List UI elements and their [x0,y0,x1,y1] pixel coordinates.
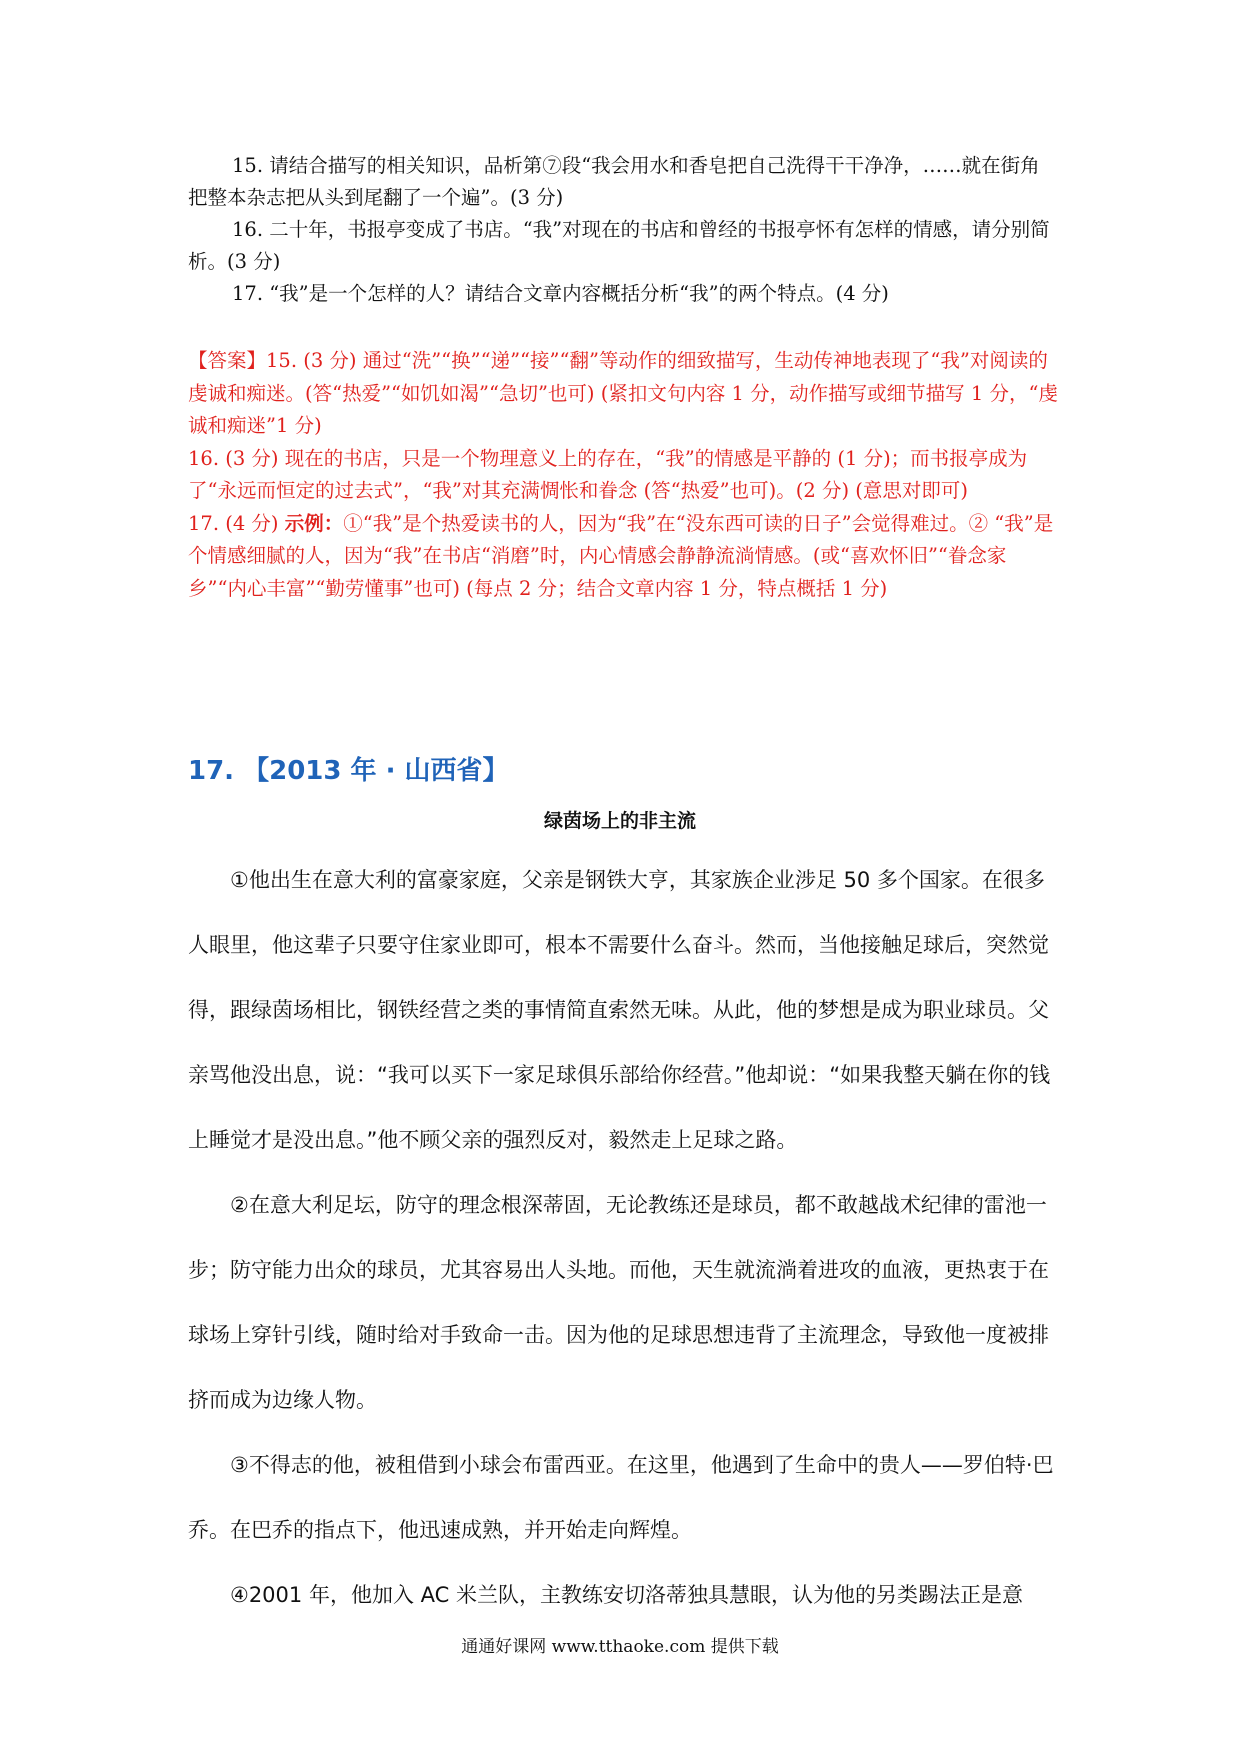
article-paragraph-1: ①他出生在意大利的富豪家庭，父亲是钢铁大亨，其家族企业涉足 50 多个国家。在很多人眼里，他这辈子只要守住家业即可，根本不需要什么奋斗。然而，当他接触足球后，突然觉得，跟绿茵场相比，钢铁经营之类的事情简直索然无味。从此，他的梦想是成为职业球员。父亲骂他没出息，说：“我可以买下一家足球俱乐部给你经营。”他却说：“如果我整天躺在你的钱上睡觉才是没出息。”他不顾父亲的强烈反对，毅然走上足球之路。 [188,868,1051,1152]
question-block [188,150,1054,310]
question-15: 15. 请结合描写的相关知识，品析第⑦段“我会用水和香皂把自己洗得干干净净，……就在街角把整本杂志把从头到尾翻了一个遍”。(3 分) [188,154,1040,209]
section-heading: 17. 【2013 年 · 山西省】 [188,756,509,786]
article-paragraph-2: ②在意大利足坛，防守的理念根深蒂固，无论教练还是球员，都不敢越战术纪律的雷池一步；防守能力出众的球员，尤其容易出人头地。而他，天生就流淌着进攻的血液，更热衷于在球场上穿针引线，随时给对手致命一击。因为他的足球思想违背了主流理念，导致他一度被排挤而成为边缘人物。 [188,1193,1049,1412]
question-16: 16. 二十年，书报亭变成了书店。“我”对现在的书店和曾经的书报亭怀有怎样的情感，请分别简析。(3 分) [188,218,1050,273]
article-paragraph-4: ④2001 年，他加入 AC 米兰队，主教练安切洛蒂独具慧眼，认为他的另类踢法正是意 [230,1583,1023,1607]
answer-17-prefix: 17. (4 分) [188,511,285,535]
article-title: 绿茵场上的非主流 [543,810,696,832]
answer-block [188,345,1058,605]
answer-16: 16. (3 分) 现在的书店，只是一个物理意义上的存在，“我”的情感是平静的 (1 分)；而书报亭成为了“永远而恒定的过去式”，“我”对其充满惆怅和眷念 (答“热爱”也可)。(2 分) (意思对即可) [188,446,1028,502]
article-paragraph-3: ③不得志的他，被租借到小球会布雷西亚。在这里，他遇到了生命中的贵人——罗伯特·巴乔。在巴乔的指点下，他迅速成熟，并开始走向辉煌。 [188,1453,1054,1542]
article-body [188,848,1054,1628]
page-footer: 通通好课网 www.tthaoke.com 提供下载 [461,1637,779,1657]
answer-17 [188,508,1058,606]
question-17: 17. “我”是一个怎样的人？请结合文章内容概括分析“我”的两个特点。(4 分) [232,282,889,305]
answer-17-body: ①“我”是个热爱读书的人，因为“我”在“没东西可读的日子”会觉得难过。② “我”是个情感细腻的人，因为“我”在书店“消磨”时，内心情感会静静流淌情感。(或“喜欢怀旧”“眷念家乡”“内心丰富”“勤劳懂事”也可) (每点 2 分；结合文章内容 1 分，特点概括 1 分) [188,511,1054,600]
answer-17-label: 示例： [284,511,344,535]
answer-15: 【答案】15. (3 分) 通过“洗”“换”“递”“接”“翻”等动作的细致描写，生动传神地表现了“我”对阅读的虔诚和痴迷。(答“热爱”“如饥如渴”“急切”也可) (紧扣文句内容 1 分，动作描写或细节描写 1 分，“虔诚和痴迷”1 分) [188,349,1058,437]
